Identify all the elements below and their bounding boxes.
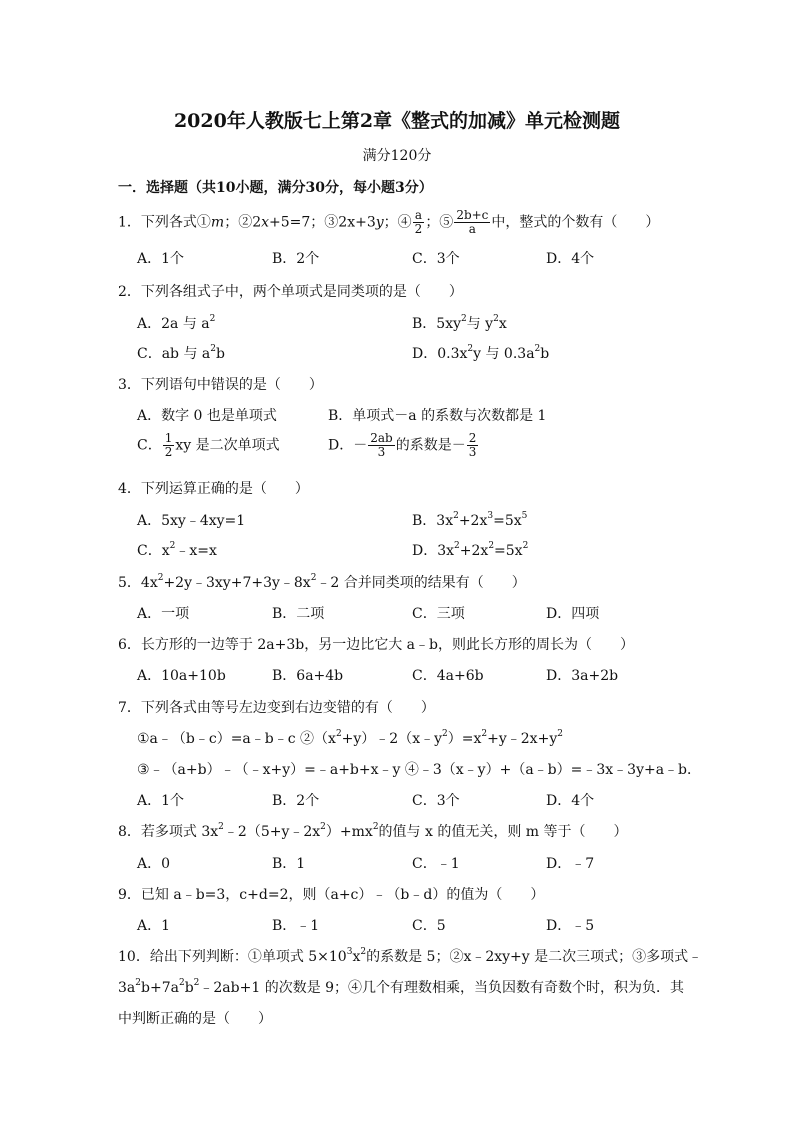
option-c [137,432,280,459]
denominator: 2 [414,222,423,237]
exponent: 2 [442,729,448,739]
exponent: 2 [534,344,541,354]
exponent: 2 [218,822,224,832]
q1-var-m: m [210,214,225,231]
option-d: D．4个 [546,251,595,267]
q7-text: +y﹣2x+y [487,731,558,747]
q5-text: ﹣2 合并同类项的结果有（ ） [316,575,526,591]
q10-text: b+7a [141,980,179,996]
option-text: B．5xy [412,316,461,332]
option-c: C．3个 [412,251,460,267]
option-text: +2x [459,543,489,559]
question-8 [118,821,628,841]
option-c [137,343,225,363]
option-d: D．﹣5 [546,918,595,934]
option-b: B．2个 [272,793,320,809]
option-a: A．0 [137,856,171,872]
q10-text: ﹣2ab+1 的次数是 9；④几个有理数相乘，当负因数有奇数个时，积为负．其 [199,980,685,996]
exponent: 2 [169,541,176,551]
q7-text: ）=x [447,731,482,747]
question-3: 3．下列语句中错误的是（ ） [118,377,323,393]
option-a: A．5xy﹣4xy=1 [137,513,246,529]
option-a: A．1个 [137,793,185,809]
option-text: C．x [137,543,170,559]
option-c: C．﹣1 [412,856,460,872]
option-c: C．4a+6b [412,668,484,684]
q10-text: 的系数是 5；②x﹣2xy+y 是二次三项式；③多项式﹣ [366,949,703,965]
option-text: C． [137,437,162,454]
question-10 [118,946,702,966]
exponent: 3 [487,511,494,521]
q1-var-y: y [375,214,384,231]
numerator: 1 [164,431,173,445]
numerator: 2b+c [456,208,489,222]
option-d [412,540,528,560]
option-a: A．1 [137,918,171,934]
fraction [163,432,175,459]
option-c: C．3个 [412,793,460,809]
option-text: b [540,346,550,362]
option-d [412,343,549,363]
option-d: D．﹣7 [546,856,595,872]
numerator: a [413,209,425,223]
option-b: B．﹣1 [272,918,320,934]
fraction [368,432,394,459]
option-text: C．ab 与 a [137,346,211,362]
q10-text: 3a [118,980,136,996]
option-text: D．0.3x [412,346,468,362]
option-text: b [216,346,225,362]
exponent: 2 [157,573,164,583]
option-b: B．二项 [272,606,325,622]
exponent: 2 [488,541,495,551]
q8-text: ﹣2（5+y﹣2x [223,824,321,840]
exponent: 2 [461,314,467,324]
q1-text: ；②2 [224,214,262,231]
exponent: 2 [454,541,460,551]
option-text: ﹣x=x [175,543,217,559]
q8-text: 的值与 x 的值无关，则 m 等于（ ） [378,824,628,840]
q1-var-x: x [261,214,270,231]
option-a: A．一项 [137,606,190,622]
exponent: 2 [209,314,216,324]
option-b: B．1 [272,856,306,872]
q10-text: b [184,980,194,996]
option-text: A．2a 与 a [137,316,210,332]
option-d [328,432,479,459]
option-text: 与 y [466,316,494,332]
option-text: xy 是二次单项式 [175,437,280,454]
option-text: =5x [494,543,523,559]
fraction [454,209,490,236]
option-a: A．1个 [137,251,185,267]
exponent: 2 [467,344,474,354]
exponent: 2 [522,541,529,551]
question-2: 2．下列各组式子中，两个单项式是同类项的是（ ） [118,284,463,300]
numerator: 2ab [370,431,393,445]
option-text: D．－ [328,437,368,454]
numerator: 2 [468,431,477,445]
denominator: 3 [377,445,386,460]
q8-text: ）+mx [325,824,373,840]
exponent: 2 [193,978,200,988]
q5-text: +2y﹣3xy+7+3y﹣8x [163,575,311,591]
exponent: 2 [335,729,342,739]
option-a: A．数字 0 也是单项式 [137,408,277,424]
page-subtitle: 满分120分 [362,148,432,164]
option-a [137,313,215,333]
question-4: 4．下列运算正确的是（ ） [118,481,309,497]
denominator: 3 [468,445,477,460]
option-d: D．3a+2b [546,668,619,684]
denominator: a [468,222,476,237]
exponent: 2 [481,729,488,739]
q5-text: 5．4x [118,575,158,591]
exponent: 2 [557,729,563,739]
exponent: 2 [493,314,499,324]
q10-line-2 [118,977,684,997]
exponent: 2 [135,978,141,988]
question-7: 7．下列各式由等号左边变到右边变错的有（ ） [118,700,435,716]
question-9: 9．已知 a﹣b=3，c+d=2，则（a+c）﹣（b﹣d）的值为（ ） [118,887,545,903]
q10-text: x [352,949,361,965]
question-5 [118,572,526,592]
question-6: 6．长方形的一边等于 2a+3b，另一边比它大 a﹣b，则此长方形的周长为（ ） [118,637,634,653]
option-c: C．三项 [412,606,465,622]
q7-line-2: ③﹣（a+b）﹣（﹣x+y）=﹣a+b+x﹣y ④﹣3（x﹣y）+（a﹣b）=﹣3x﹣3y+a﹣b． [137,762,702,778]
question-1 [118,209,659,236]
exponent: 2 [453,511,459,521]
q7-line-1 [137,728,563,748]
option-b: B．6a+4b [272,668,344,684]
q1-text: 中，整式的个数有（ ） [491,214,660,231]
section-heading: 一．选择题（共10小题，满分30分，每小题3分） [118,180,433,196]
exponent: 2 [372,822,379,832]
option-text: D．3x [412,543,455,559]
fraction [467,432,479,459]
q1-text: +5=7；③2x+3 [269,214,376,231]
option-c [137,540,217,560]
q7-text: ①a﹣（b﹣c）=a﹣b﹣c ②（x [137,731,336,747]
exponent: 2 [310,573,317,583]
option-b: B．单项式－a 的系数与次数都是 1 [328,408,547,424]
option-b [412,510,527,530]
exponent: 2 [210,344,217,354]
q1-text: ；④ [383,214,412,231]
option-b [412,313,507,333]
option-text: B．3x [412,513,454,529]
exponent: 5 [521,511,528,521]
exponent: 2 [360,947,367,957]
option-c: C．5 [412,918,446,934]
option-text: +2x [458,513,488,529]
q8-text: 8．若多项式 3x [118,824,219,840]
option-d: D．四项 [546,606,600,622]
option-a: A．10a+10b [137,668,226,684]
option-d: D．4个 [546,793,595,809]
fraction [413,209,425,236]
option-text: 的系数是－ [395,437,466,454]
option-text: =5x [493,513,522,529]
exponent: 3 [346,947,353,957]
q1-text: 1．下列各式① [118,214,211,231]
denominator: 2 [164,445,173,460]
exponent: 2 [320,822,326,832]
q10-text: 10．给出下列判断：①单项式 5×10 [118,949,347,965]
q1-text: ；⑤ [425,214,454,231]
option-text: y 与 0.3a [473,346,535,362]
q10-line-3: 中判断正确的是（ ） [118,1011,272,1027]
q7-text: +y）﹣2（x﹣y [341,731,443,747]
option-b: B．2个 [272,251,320,267]
page-title: 2020年人教版七上第2章《整式的加减》单元检测题 [173,110,621,132]
exponent: 2 [178,978,185,988]
option-text: x [498,316,507,332]
